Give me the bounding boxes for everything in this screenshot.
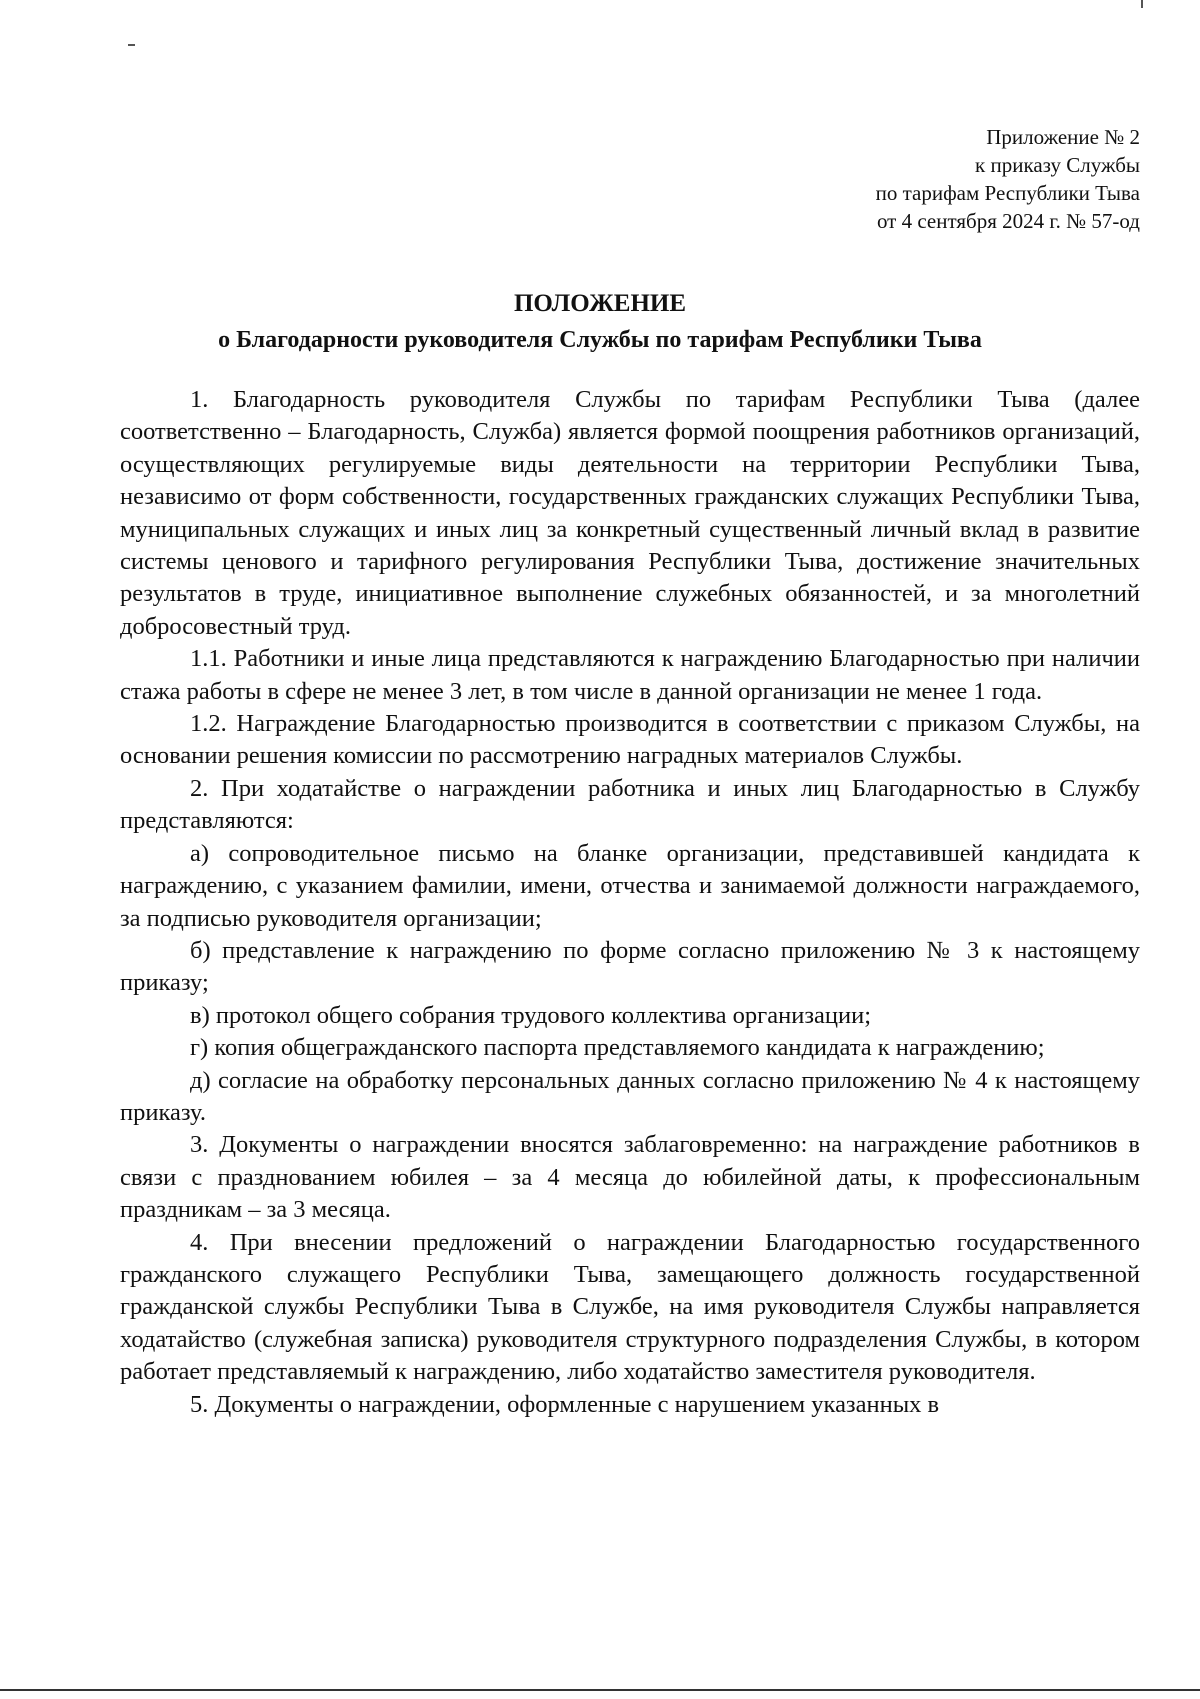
scan-artifact-top-left (128, 44, 135, 46)
paragraph: 1. Благодарность руководителя Службы по тарифам Республики Тыва (далее соответственно – Благодарность, Служба) является формой поощрения работников организаций, осуществляющих регулируемые виды деятельности на территории Республики Тыва, независимо от форм собственности, государственных гражданских служащих Республики Тыва, муниципальных служащих и иных лиц за конкретный существенный личный вклад в развитие системы ценового и тарифного регулирования Республики Тыва, достижение значительных результатов в труде, инициативное выполнение служебных обязанностей, и за многолетний добросовестный труд. (120, 386, 1140, 640)
document-body (120, 384, 1140, 1421)
scan-artifact-top-right (1141, 0, 1143, 8)
document-subtitle: о Благодарности руководителя Службы по тарифам Республики Тыва (218, 327, 982, 353)
paragraph: д) согласие на обработку персональных данных согласно приложению № 4 к настоящему приказу. (120, 1066, 1140, 1126)
paragraph: 1.2. Награждение Благодарностью производится в соответствии с приказом Службы, на основании решения комиссии по рассмотрению наградных материалов Службы. (120, 710, 1140, 770)
paragraph: 4. При внесении предложений о награждении Благодарностью государственного гражданского служащего Республики Тыва, замещающего должность государственной гражданской службы Республики Тыва в Службе, на имя руководителя Службы направляется ходатайство (служебная записка) руководителя структурного подразделения Службы, в котором работает представляемый к награждению, либо ходатайство заместителя руководителя. (120, 1228, 1140, 1386)
paragraph: 5. Документы о награждении, оформленные с нарушением указанных в (190, 1390, 940, 1418)
scan-bottom-edge (0, 1689, 1200, 1691)
paragraph: 1.1. Работники и иные лица представляются к награждению Благодарностью при наличии стажа работы в сфере не менее 3 лет, в том числе в данной организации не менее 1 года. (120, 645, 1140, 705)
paragraph: б) представление к награждению по форме согласно приложению № 3 к настоящему приказу; (120, 936, 1140, 997)
appendix-line: по тарифам Республики Тыва (875, 181, 1140, 205)
appendix-reference (876, 123, 1140, 235)
paragraph: 2. При ходатайстве о награждении работника и иных лиц Благодарностью в Службу представляются: (120, 774, 1140, 835)
paragraph: 3. Документы о награждении вносятся заблаговременно: на награждение работников в связи с празднованием юбилея – за 4 месяца до юбилейной даты, к профессиональным праздникам – за 3 месяца. (120, 1131, 1140, 1224)
appendix-line: к приказу Службы (975, 153, 1140, 177)
appendix-line: Приложение № 2 (986, 125, 1140, 149)
paragraph: а) сопроводительное письмо на бланке организации, представившей кандидата к награждению, с указанием фамилии, имени, отчества и занимаемой должности награждаемого, за подписью руководителя организации; (120, 839, 1140, 932)
document-title: ПОЛОЖЕНИЕ (513, 290, 687, 317)
paragraph: в) протокол общего собрания трудового коллектива организации; (190, 1001, 872, 1029)
appendix-line: от 4 сентября 2024 г. № 57-од (876, 209, 1140, 233)
paragraph: г) копия общегражданского паспорта представляемого кандидата к награждению; (190, 1034, 1045, 1062)
